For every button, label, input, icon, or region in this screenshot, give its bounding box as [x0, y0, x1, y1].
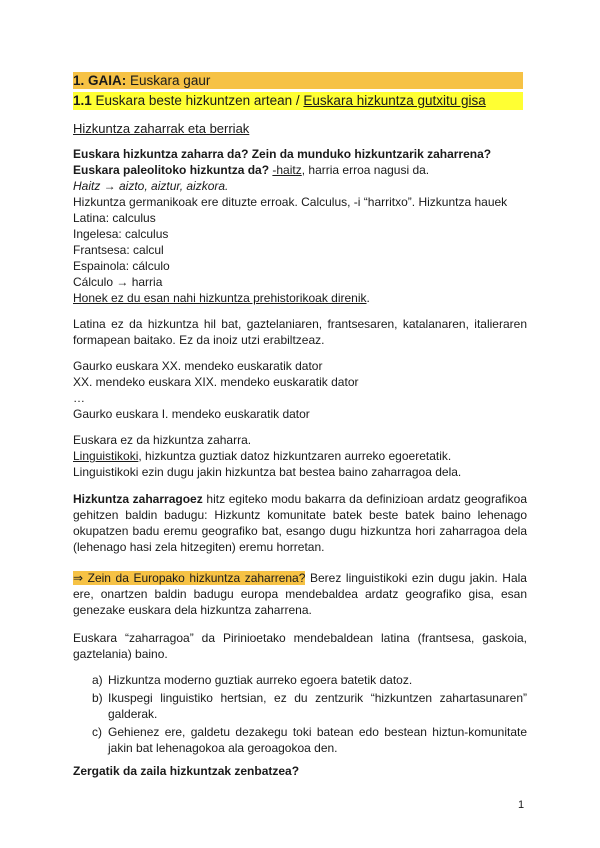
not-old-line: Euskara ez da hizkuntza zaharra. — [73, 433, 252, 447]
pyrenees-paragraph: Euskara “zaharragoa” da Pirinioetako mendebaldean latina (frantsesa, gaskoia, gaztelania) baino. — [73, 631, 527, 661]
prehistoric-note-end: . — [366, 291, 370, 305]
question-2-rest: , harria erroa nagusi da. — [301, 163, 430, 177]
list-item — [92, 690, 527, 722]
haitz-link[interactable]: -haitz — [272, 163, 302, 177]
prehistoric-note-text: Honek ez du esan nahi hizkuntza prehistorikoak direnik — [73, 291, 367, 305]
question-2 — [73, 162, 429, 178]
evolution-line: Gaurko euskara I. mendeko euskaratik dator — [73, 407, 310, 421]
question-2-bold: Euskara paleolitoko hizkuntza da? — [73, 163, 273, 177]
evolution-line: … — [73, 391, 85, 405]
language-item: Ingelesa: calculus — [73, 227, 169, 241]
language-item: Cálculo → harria — [73, 275, 163, 289]
list-item-text: Gehienez ere, galdetu dezakegu toki batean edo bestean hiztun-komunitate jakin bat lehenagokoa ala geroagokoa den. — [108, 725, 527, 755]
linguistics-line-1 — [73, 448, 451, 464]
germanic-line: Hizkuntza germanikoak ere dituzte erroak. Calculus, -i “harritxo”. Hizkuntza hauek — [73, 195, 508, 209]
final-question: Zergatik da zaila hizkuntzak zenbatzea? — [73, 764, 300, 778]
heading-1 — [73, 72, 523, 89]
heading-2 — [73, 92, 523, 110]
haitz-line: Haitz → aizto, aiztur, aizkora. — [73, 179, 229, 193]
prehistoric-note — [73, 290, 370, 306]
heading-1-number: 1. GAIA: — [73, 73, 127, 88]
latin-paragraph: Latina ez da hizkuntza hil bat, gaztelaniaren, frantsesaren, katalanaren, italieraren formapean baitako. Ez da inoiz utzi erabiltzeaz. — [73, 317, 527, 347]
evolution-line: XX. mendeko euskara XIX. mendeko euskaratik dator — [73, 375, 359, 389]
list-marker: b) — [92, 691, 103, 705]
reasons-list — [92, 672, 527, 758]
language-item: Espainola: cálculo — [73, 259, 170, 273]
europe-question: ⇒ Zein da Europako hizkuntza zaharrena? — [73, 571, 306, 585]
page-number: 1 — [518, 799, 525, 811]
heading-2-part2: Euskara hizkuntza gutxitu gisa — [303, 93, 486, 108]
older-paragraph — [73, 491, 527, 555]
linguistics-rest: , hizkuntza guztiak datoz hizkuntzaren aurreko egoeretatik. — [138, 449, 452, 463]
list-item-text: Ikuspegi linguistiko hertsian, ez du zentzurik “hizkuntzen zahartasunaren” galderak. — [108, 691, 527, 721]
subheading: Hizkuntza zaharrak eta berriak — [73, 121, 250, 136]
europe-paragraph — [73, 570, 527, 618]
europe-rest: Berez linguistikoki ezin dugu jakin. Hala ere, onartzen baldin badugu europa mendebaldea ardatz geografiko gisa, esan genezake euskara dela hizkuntza zaharrena. — [73, 571, 527, 617]
list-item-text: Hizkuntza moderno guztiak aurreko egoera batetik datoz. — [108, 673, 413, 687]
list-marker: a) — [92, 673, 103, 687]
evolution-line: Gaurko euskara XX. mendeko euskaratik dator — [73, 359, 323, 373]
heading-1-title: Euskara gaur — [130, 73, 211, 88]
heading-2-part1: Euskara beste hizkuntzen artean / — [95, 93, 304, 108]
linguistics-link[interactable]: Linguistikoki — [73, 449, 139, 463]
list-item — [92, 724, 527, 756]
older-rest: hitz egiteko modu bakarra da definizioan ardatz geografikoa gehitzen baldin badugu: Hizkuntz komunitate batek beste batek baino lehenago okupatzen badu eremu geografiko bat, esango dugu hizkuntza hori zaharragoa dela (lehenago hasi zela hitzegiten) eremu horretan. — [73, 492, 527, 554]
question-1: Euskara hizkuntza zaharra da? Zein da munduko hizkuntzarik zaharrena? — [73, 147, 492, 161]
older-bold: Hizkuntza zaharragoez — [73, 492, 203, 506]
language-item: Frantsesa: calcul — [73, 243, 164, 257]
list-item — [92, 672, 527, 688]
linguistics-line-2: Linguistikoki ezin dugu jakin hizkuntza bat bestea baino zaharragoa dela. — [73, 465, 462, 479]
language-item: Latina: calculus — [73, 211, 156, 225]
list-marker: c) — [92, 725, 102, 739]
heading-2-number: 1.1 — [73, 93, 92, 108]
